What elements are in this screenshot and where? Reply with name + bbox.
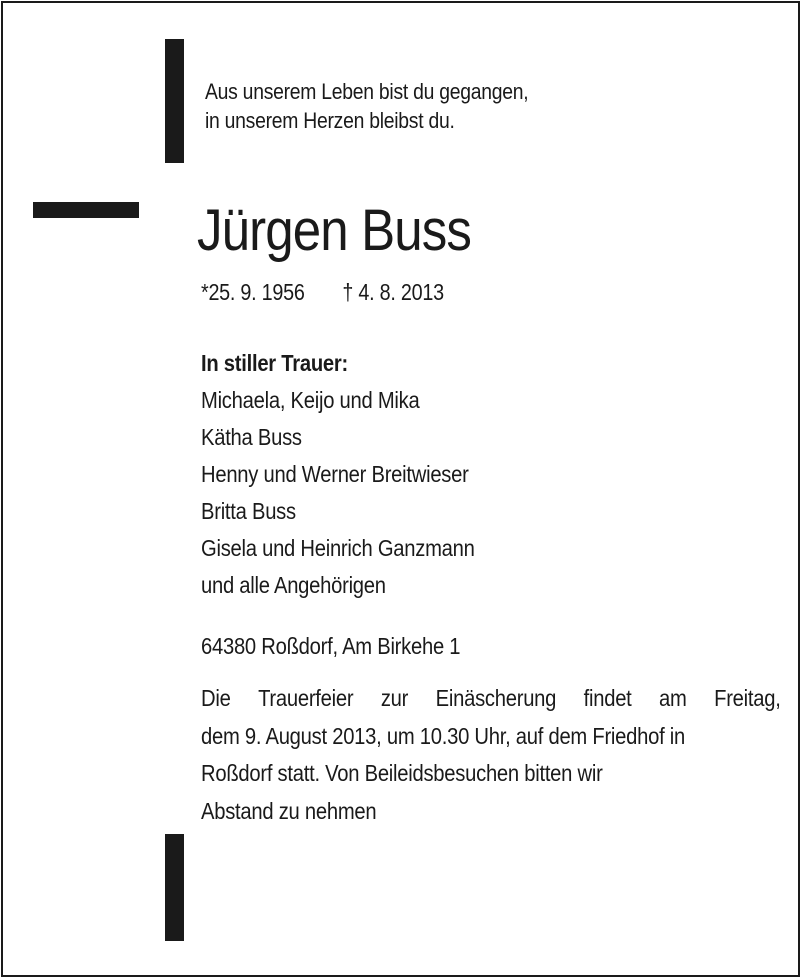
mourners-heading: In stiller Trauer: [201, 350, 348, 376]
cross-bar-top [165, 39, 184, 163]
mourner-entry: Kätha Buss [201, 424, 302, 450]
cross-bar-left [33, 202, 139, 218]
mourner-entry: Michaela, Keijo und Mika [201, 387, 420, 413]
mourner-entry: Britta Buss [201, 498, 296, 524]
motto-line: Aus unserem Leben bist du gegangen, [205, 79, 529, 104]
deceased-name: Jürgen Buss [197, 198, 472, 263]
motto [205, 77, 528, 135]
notice-line: Abstand zu nehmen [201, 797, 377, 824]
life-dates [201, 277, 444, 307]
mourner-entry: Henny und Werner Breitwieser [201, 461, 469, 487]
notice-line: Roßdorf statt. Von Beileidsbesuchen bitten wir [201, 760, 603, 786]
address: 64380 Roßdorf, Am Birkehe 1 [201, 633, 461, 659]
motto-line: in unserem Herzen bleibst du. [205, 108, 455, 133]
notice-word: Die [201, 685, 231, 711]
notice-line: dem 9. August 2013, um 10.30 Uhr, auf dem Friedhof in [201, 722, 686, 749]
cross-bar-bottom [165, 834, 184, 941]
notice-word: findet [583, 685, 632, 711]
notice-word: Trauerfeier [258, 685, 354, 711]
notice-word: zur [380, 685, 409, 711]
mourner-entry: Gisela und Heinrich Ganzmann [201, 535, 475, 561]
mourner-entry: und alle Angehörigen [201, 572, 386, 598]
notice-word: Einäscherung [435, 685, 557, 711]
mourners-block [201, 345, 475, 604]
notice-word: am [659, 685, 687, 711]
birth-date: *25. 9. 1956 [201, 279, 305, 305]
notice-line [201, 680, 781, 718]
death-date: † 4. 8. 2013 [342, 279, 444, 305]
notice-word: Freitag, [714, 685, 781, 711]
funeral-notice [201, 680, 781, 830]
